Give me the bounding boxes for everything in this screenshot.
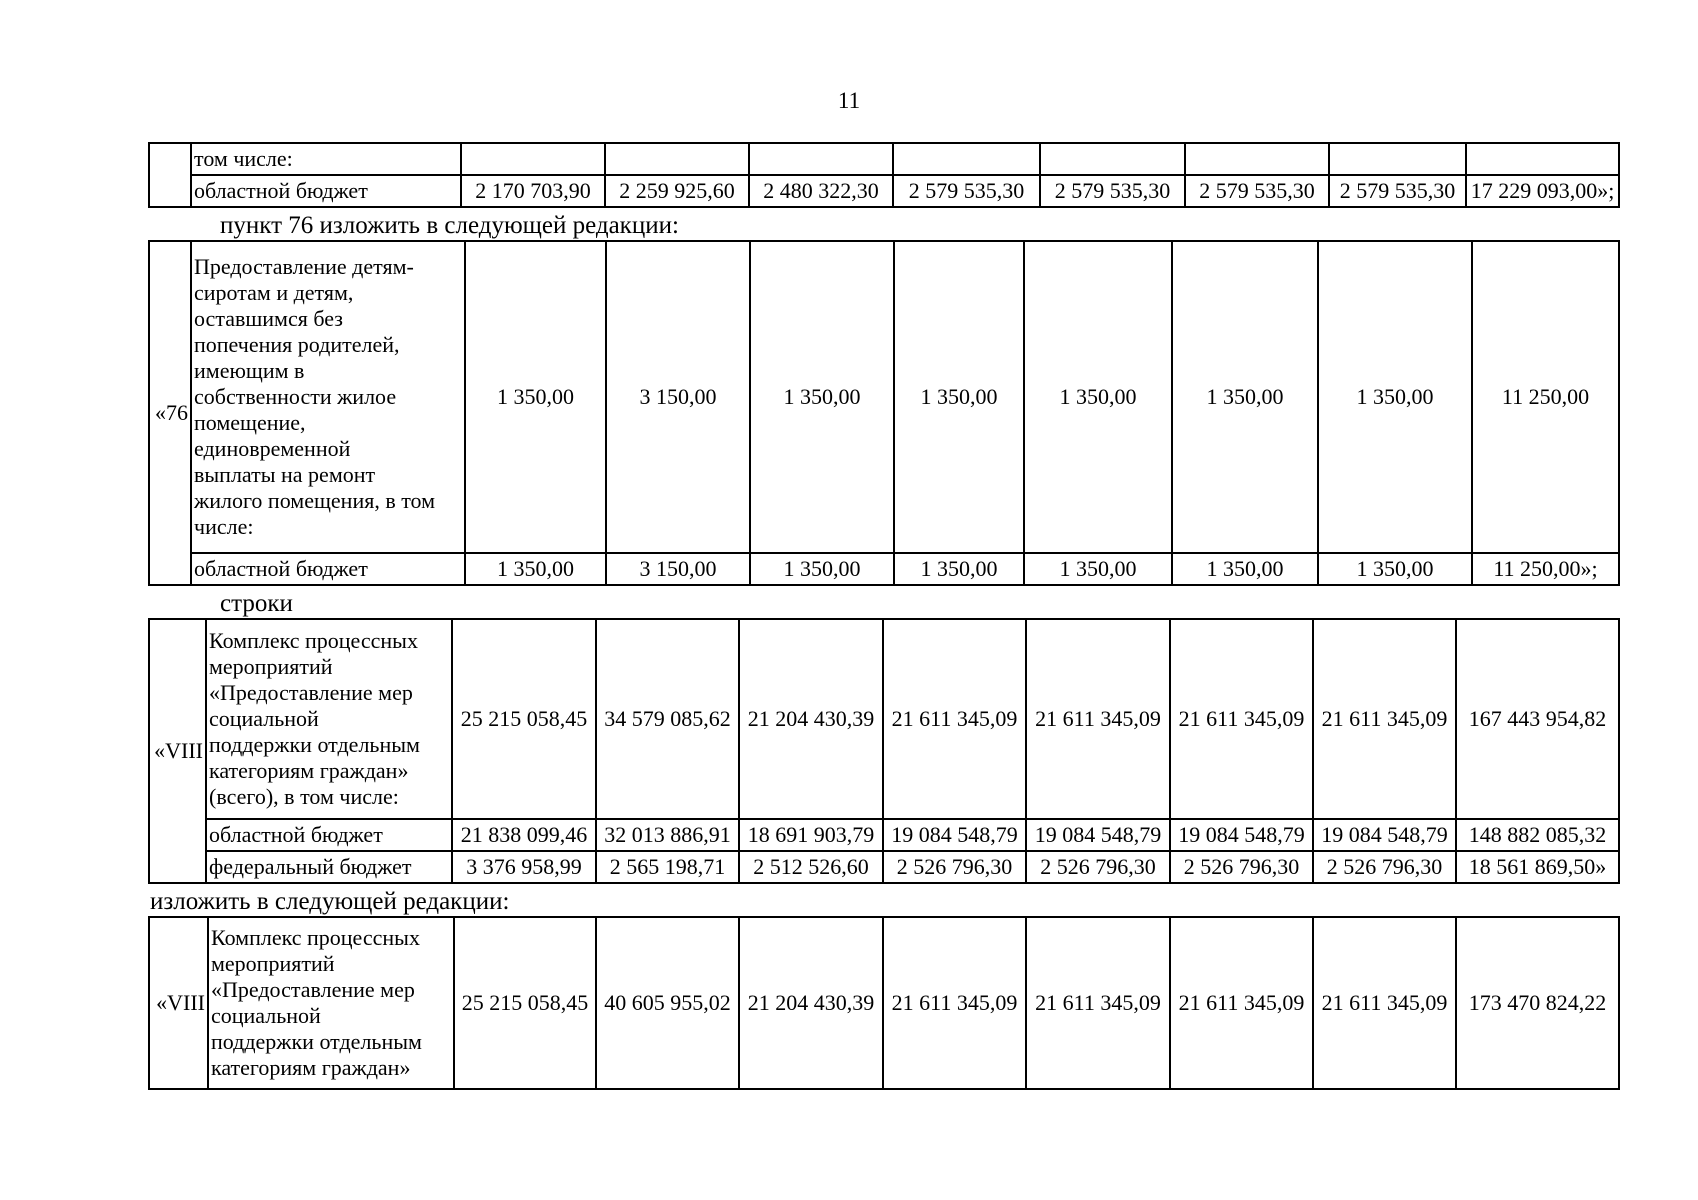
value-cell: 2 526 796,30 <box>1026 851 1170 883</box>
value-cell: 40 605 955,02 <box>596 917 739 1089</box>
table-row <box>149 175 1619 207</box>
value-cell: 1 350,00 <box>465 241 606 553</box>
value-cell: 2 259 925,60 <box>605 175 749 207</box>
row-description: Комплекс процессных мероприятий «Предоставление мер социальной поддержки отдельным категориям граждан» <box>208 917 454 1089</box>
value-cell <box>749 143 893 175</box>
value-cell: 1 350,00 <box>1318 553 1472 585</box>
table-viii-new <box>148 916 1620 1090</box>
value-cell: 2 480 322,30 <box>749 175 893 207</box>
value-cell: 1 350,00 <box>1318 241 1472 553</box>
value-cell: 1 350,00 <box>1172 241 1318 553</box>
value-cell: 3 150,00 <box>606 553 750 585</box>
row-index: «76 <box>149 241 191 585</box>
table-row <box>149 143 1619 175</box>
value-cell: 3 376 958,99 <box>452 851 596 883</box>
value-cell: 2 565 198,71 <box>596 851 739 883</box>
value-cell: 1 350,00 <box>465 553 606 585</box>
table-viii-old <box>148 618 1620 884</box>
value-cell: 2 579 535,30 <box>893 175 1040 207</box>
value-cell: 21 204 430,39 <box>739 917 883 1089</box>
table-row <box>149 241 1619 553</box>
row-label: областной бюджет <box>206 819 452 851</box>
page-number: 11 <box>837 88 861 113</box>
value-cell: 21 611 345,09 <box>883 917 1026 1089</box>
value-cell: 18 691 903,79 <box>739 819 883 851</box>
row-description: Комплекс процессных мероприятий «Предоставление мер социальной поддержки отдельным категориям граждан» (всего), в том числе: <box>206 619 452 819</box>
value-cell: 1 350,00 <box>894 553 1024 585</box>
value-cell: 25 215 058,45 <box>452 619 596 819</box>
value-cell: 167 443 954,82 <box>1456 619 1619 819</box>
value-cell: 17 229 093,00»; <box>1466 175 1619 207</box>
value-cell: 2 526 796,30 <box>883 851 1026 883</box>
value-cell <box>461 143 605 175</box>
value-cell: 173 470 824,22 <box>1456 917 1619 1089</box>
row-description: Предоставление детям- сиротам и детям, оставшимся без попечения родителей, имеющим в собственности жилое помещение, единовременной выплаты на ремонт жилого помещения, в том числе: <box>191 241 465 553</box>
value-cell: 11 250,00»; <box>1472 553 1619 585</box>
value-cell: 21 611 345,09 <box>1026 619 1170 819</box>
table-top-continuation <box>148 142 1620 208</box>
value-cell <box>1040 143 1185 175</box>
value-cell: 32 013 886,91 <box>596 819 739 851</box>
value-cell: 19 084 548,79 <box>1170 819 1313 851</box>
value-cell <box>893 143 1040 175</box>
value-cell: 18 561 869,50» <box>1456 851 1619 883</box>
table-row <box>149 619 1619 819</box>
row-label: том числе: <box>191 143 461 175</box>
table-row <box>149 851 1619 883</box>
value-cell: 3 150,00 <box>606 241 750 553</box>
value-cell: 2 579 535,30 <box>1185 175 1329 207</box>
value-cell: 2 579 535,30 <box>1040 175 1185 207</box>
value-cell: 1 350,00 <box>750 553 894 585</box>
value-cell: 21 611 345,09 <box>883 619 1026 819</box>
value-cell: 21 611 345,09 <box>1313 619 1456 819</box>
value-cell: 21 838 099,46 <box>452 819 596 851</box>
table-row <box>149 917 1619 1089</box>
value-cell: 2 170 703,90 <box>461 175 605 207</box>
value-cell: 1 350,00 <box>1172 553 1318 585</box>
value-cell: 2 526 796,30 <box>1170 851 1313 883</box>
value-cell: 1 350,00 <box>1024 553 1172 585</box>
value-cell: 34 579 085,62 <box>596 619 739 819</box>
value-cell: 21 204 430,39 <box>739 619 883 819</box>
table-item-76 <box>148 240 1620 586</box>
value-cell <box>1466 143 1619 175</box>
value-cell: 21 611 345,09 <box>1170 619 1313 819</box>
value-cell: 2 579 535,30 <box>1329 175 1466 207</box>
value-cell: 2 526 796,30 <box>1313 851 1456 883</box>
row-label: федеральный бюджет <box>206 851 452 883</box>
value-cell: 11 250,00 <box>1472 241 1619 553</box>
value-cell: 1 350,00 <box>894 241 1024 553</box>
value-cell: 148 882 085,32 <box>1456 819 1619 851</box>
row-index: «VIII <box>149 619 206 883</box>
value-cell: 19 084 548,79 <box>1026 819 1170 851</box>
value-cell: 1 350,00 <box>750 241 894 553</box>
value-cell: 25 215 058,45 <box>454 917 596 1089</box>
value-cell: 21 611 345,09 <box>1313 917 1456 1089</box>
value-cell: 19 084 548,79 <box>1313 819 1456 851</box>
value-cell: 21 611 345,09 <box>1026 917 1170 1089</box>
value-cell <box>1329 143 1466 175</box>
value-cell: 21 611 345,09 <box>1170 917 1313 1089</box>
caption-rows: строки <box>220 590 293 617</box>
caption-point-76: пункт 76 изложить в следующей редакции: <box>220 212 679 239</box>
table-row <box>149 553 1619 585</box>
caption-new-edition: изложить в следующей редакции: <box>150 888 510 915</box>
row-label: областной бюджет <box>191 553 465 585</box>
value-cell: 1 350,00 <box>1024 241 1172 553</box>
value-cell <box>1185 143 1329 175</box>
index-cell <box>149 143 191 207</box>
value-cell: 2 512 526,60 <box>739 851 883 883</box>
value-cell: 19 084 548,79 <box>883 819 1026 851</box>
table-row <box>149 819 1619 851</box>
row-label: областной бюджет <box>191 175 461 207</box>
row-index: «VIII <box>149 917 208 1089</box>
value-cell <box>605 143 749 175</box>
